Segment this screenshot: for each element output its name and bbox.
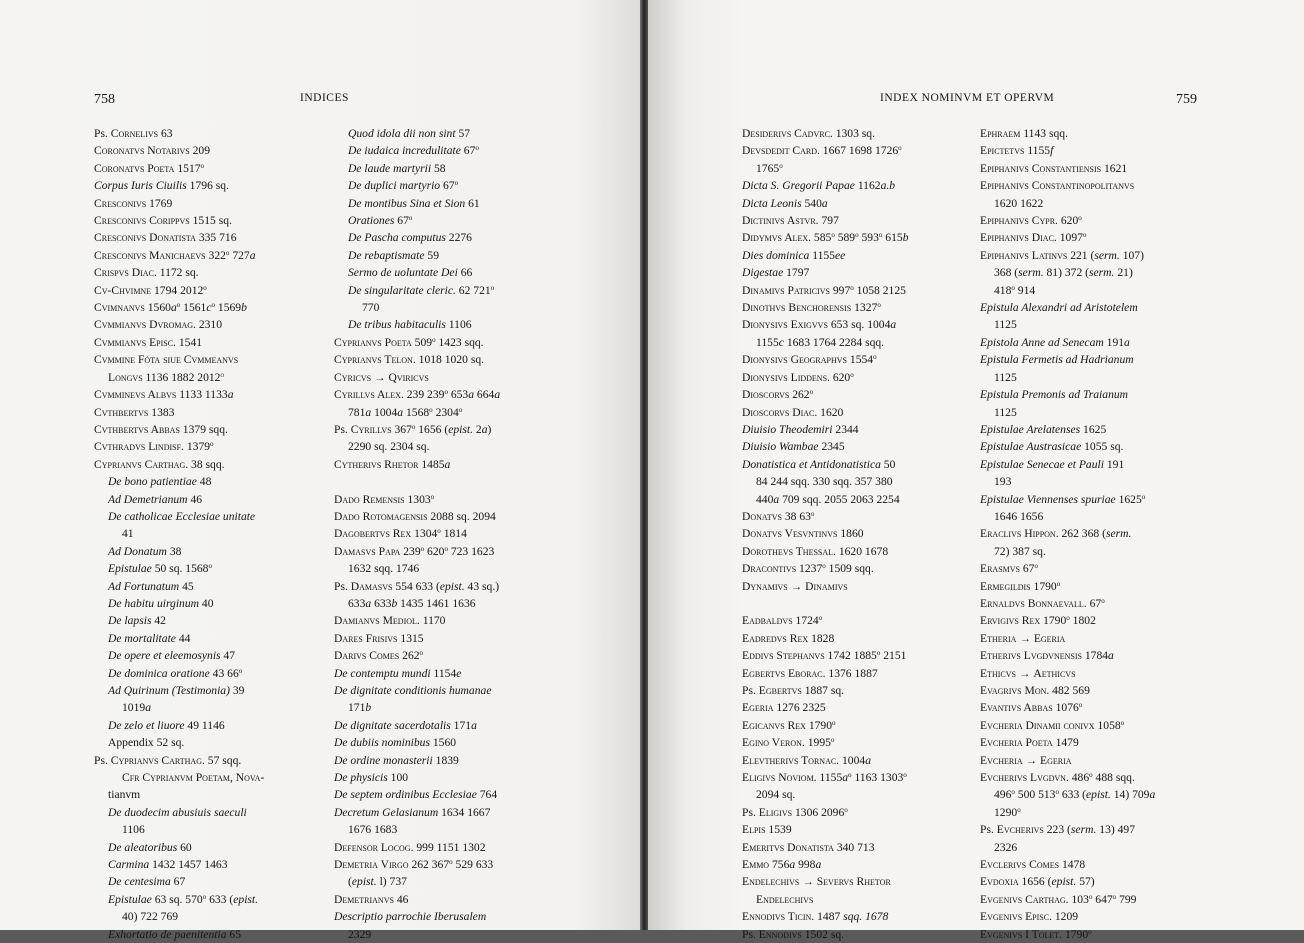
index-entry: Dionysivs Exigvvs 653 sq. 1004a — [742, 318, 897, 332]
index-entry: Ps. Eligivs 1306 2096$^o$ — [742, 805, 848, 819]
index-entry: 781a 1004a 1568$^o$ 2304$^o$ — [348, 405, 463, 419]
index-entry: De duodecim abusiuis saeculi — [108, 805, 247, 819]
index-entry: 2329 — [348, 927, 372, 941]
index-entry: Damasvs Papa 239$^o$ 620$^o$ 723 1623 — [334, 544, 495, 558]
index-entry: Evagrivs Mon. 482 569 — [980, 684, 1090, 697]
index-entry: Cvmmine Fóta siue Cvmmeanvs — [94, 353, 239, 367]
index-entry: Devsdedit Card. 1667 1698 1726$^o$ — [742, 144, 902, 158]
index-entry: tianvm — [108, 788, 141, 802]
index-entry: Ethicvs → Aethicvs — [980, 666, 1076, 680]
index-entry: 1019a — [122, 701, 151, 715]
index-entry: 1290$^o$ — [994, 805, 1021, 819]
index-entry: Appendix 52 sq. — [108, 736, 185, 750]
section-gap — [334, 473, 566, 490]
index-entry: Cyprianvs Carthag. 38 sqq. — [94, 457, 225, 471]
index-entry: Dionysivs Geographvs 1554$^o$ — [742, 353, 877, 367]
index-entry: Etherivs Lvgdvnensis 1784a — [980, 649, 1114, 663]
index-entry: Evdoxia 1656 (epist. 57) — [980, 875, 1095, 889]
index-entry: Defensor Locog. 999 1151 1302 — [334, 840, 486, 854]
index-entry: Endelechivs — [756, 892, 814, 906]
index-entry: Cyprianvs Poeta 509$^o$ 1423 sqq. — [334, 335, 484, 349]
index-entry: De opere et eleemosynis 47 — [108, 649, 236, 663]
index-entry: De montibus Sina et Sion 61 — [348, 196, 480, 210]
index-entry: Orationes 67$^o$ — [348, 214, 413, 228]
index-entry: Egeria 1276 2325 — [742, 701, 826, 715]
index-entry: Cresconivs 1769 — [94, 196, 173, 210]
index-entry: 1106 — [122, 823, 145, 837]
index-entry: Corpus Iuris Ciuilis 1796 sq. — [94, 179, 229, 193]
index-entry: Ad Fortunatum 45 — [108, 579, 194, 593]
index-entry: Epistulae 63 sq. 570$^o$ 633 (epist. — [108, 892, 259, 906]
index-entry: Eadredvs Rex 1828 — [742, 631, 835, 645]
index-entry: Dies dominica 1155ee — [742, 248, 846, 262]
index-entry: Ps. Cyprianvs Carthag. 57 sqq. — [94, 753, 242, 767]
index-entry: Demetria Virgo 262 367$^o$ 529 633 — [334, 858, 494, 872]
index-entry: Ennodivs Ticin. 1487 sqq. 1678 — [742, 910, 889, 924]
index-entry: Dynamivs → Dinamivs — [742, 579, 848, 593]
index-entry: De rebaptismate 59 — [348, 248, 440, 262]
section-gap — [742, 595, 972, 612]
index-entry: 1646 1656 — [994, 509, 1044, 523]
index-entry: Dinamivs Patricivs 997$^o$ 1058 2125 — [742, 283, 906, 297]
index-entry: Cyprianvs Telon. 1018 1020 sq. — [334, 353, 485, 367]
index-entry: De centesima 67 — [108, 875, 186, 889]
index-entry: Longvs 1136 1882 2012$^o$ — [108, 370, 225, 384]
index-entry: Ernaldvs Bonnaevall. 67$^o$ — [980, 596, 1105, 610]
index-entry: Epiphanivs Cypr. 620$^o$ — [980, 214, 1082, 228]
index-entry: Coronatvs Poeta 1517$^o$ — [94, 161, 205, 175]
index-entry: Cyrillvs Alex. 239 239$^o$ 653a 664a — [334, 388, 501, 402]
index-entry: Endelechivs → Severvs Rhetor — [742, 875, 891, 889]
index-entry: Eadbaldvs 1724$^o$ — [742, 614, 823, 628]
index-entry: Dorothevs Thessal. 1620 1678 — [742, 544, 889, 558]
index-entry: 1765$^o$ — [756, 161, 783, 175]
index-entry: Epistulae Arelatenses 1625 — [980, 422, 1107, 436]
index-entry: Egbertvs Eborac. 1376 1887 — [742, 666, 878, 680]
index-entry: Cvmminevs Albvs 1133 1133a — [94, 388, 234, 402]
index-entry: Coronatvs Notarivs 209 — [94, 144, 211, 158]
index-entry: Cvmmianvs Dvromag. 2310 — [94, 318, 223, 332]
index-entry: Cv-Chvimne 1794 2012$^o$ — [94, 283, 207, 297]
index-entry: De aleatoribus 60 — [108, 840, 192, 854]
index-entry: 418$^o$ 914 — [994, 283, 1036, 297]
index-entry: De dignitate conditionis humanae — [334, 683, 492, 697]
index-entry: 770 — [362, 301, 380, 315]
index-entry: 193 — [994, 475, 1012, 489]
index-entry: Cfr Cyprianvm Poetam, Nova- — [122, 771, 265, 785]
index-entry: 2290 sq. 2304 sq. — [348, 440, 430, 454]
index-entry: Evclerivs Comes 1478 — [980, 858, 1086, 872]
index-entry: Dracontivs 1237$^o$ 1509 sqq. — [742, 562, 874, 576]
index-entry: Epiphanivs Latinvs 221 (serm. 107) — [980, 248, 1144, 262]
index-entry: Evcheria → Egeria — [980, 753, 1072, 767]
index-entry: Donatistica et Antidonatistica 50 — [742, 457, 896, 471]
index-entry: De iudaica incredulitate 67$^o$ — [348, 144, 479, 158]
index-entry: Cresconivs Manichaevs 322$^o$ 727a — [94, 248, 256, 262]
index-column-right-1 — [742, 125, 972, 943]
index-entry: Ervigivs Rex 1790$^o$ 1802 — [980, 614, 1096, 628]
index-entry: De ordine monasterii 1839 — [334, 753, 459, 767]
index-entry: Dicta S. Gregorii Papae 1162a.b — [742, 179, 896, 193]
index-entry: (epist. l) 737 — [348, 875, 407, 889]
index-entry: 1125 — [994, 370, 1017, 384]
index-entry: Digestae 1797 — [742, 266, 810, 280]
index-entry: 1125 — [994, 405, 1017, 419]
index-column-left-2 — [334, 125, 566, 943]
index-column-right-2 — [980, 125, 1214, 943]
index-entry: Ps. Damasvs 554 633 (epist. 43 sq.) — [334, 579, 500, 593]
index-entry: De dominica oratione 43 66$^o$ — [108, 666, 243, 680]
index-entry: Evcherivs Lvgdvn. 486$^o$ 488 sqq. — [980, 771, 1135, 785]
index-entry: Epictetvs 1155f — [980, 144, 1054, 158]
index-entry: Ps. Cyrillvs 367$^o$ 1656 (epist. 2a) — [334, 422, 492, 436]
page-number: 759 — [1176, 92, 1197, 107]
book-gutter — [640, 0, 648, 930]
index-entry: Cvmmianvs Episc. 1541 — [94, 335, 203, 349]
index-entry: Epistulae 50 sq. 1568$^o$ — [108, 562, 212, 576]
index-entry: Evcheria Poeta 1479 — [980, 736, 1079, 750]
index-entry: Cresconivs Donatista 335 716 — [94, 231, 237, 245]
index-entry: Epistulae Senecae et Pauli 191 — [980, 457, 1125, 471]
index-entry: De habitu uirginum 40 — [108, 596, 214, 610]
index-entry: Ephraem 1143 sqq. — [980, 127, 1068, 140]
index-entry: Elevtherivs Tornac. 1004a — [742, 753, 871, 767]
index-entry: De tribus habitaculis 1106 — [348, 318, 472, 332]
index-entry: 1155c 1683 1764 2284 sqq. — [756, 335, 885, 349]
index-entry: 368 (serm. 81) 372 (serm. 21) — [994, 266, 1133, 280]
index-entry: Ps. Cornelivs 63 — [94, 127, 173, 140]
index-entry: Eraclivs Hippon. 262 368 (serm. — [980, 527, 1132, 541]
index-entry: Evantivs Abbas 1076$^o$ — [980, 701, 1083, 715]
index-entry: Decretum Gelasianum 1634 1667 — [334, 805, 491, 819]
index-entry: 72) 387 sq. — [994, 544, 1046, 558]
index-entry: 41 — [122, 527, 134, 541]
running-head: INDICES — [300, 92, 349, 104]
index-entry: Dioscorvs 262$^o$ — [742, 388, 814, 402]
index-entry: De catholicae Ecclesiae unitate — [108, 509, 256, 523]
index-entry: De singularitate cleric. 62 721$^o$ — [348, 283, 495, 297]
index-entry: Ad Donatum 38 — [108, 544, 182, 558]
index-entry: Epiphanivs Constantinopolitanvs — [980, 179, 1135, 193]
index-entry: 40) 722 769 — [122, 910, 179, 924]
index-entry: 1632 sqq. 1746 — [348, 562, 420, 576]
right-page — [648, 0, 1304, 941]
index-entry: Crispvs Diac. 1172 sq. — [94, 266, 199, 280]
index-entry: Damianvs Mediol. 1170 — [334, 614, 446, 628]
index-entry: Cvthbertvs Abbas 1379 sqq. — [94, 422, 228, 436]
index-entry: Dioscorvs Diac. 1620 — [742, 405, 844, 419]
index-entry: 84 244 sqq. 330 sqq. 357 380 — [756, 475, 893, 489]
index-entry: Dionysivs Liddens. 620$^o$ — [742, 370, 854, 384]
index-entry: Dagobertvs Rex 1304$^o$ 1814 — [334, 527, 467, 541]
index-entry: Dado Remensis 1303$^o$ — [334, 492, 435, 506]
index-entry: Epistula Alexandri ad Aristotelem — [980, 301, 1138, 315]
index-entry: De physicis 100 — [334, 771, 409, 785]
index-entry: Elpis 1539 — [742, 823, 792, 837]
index-entry: 2326 — [994, 840, 1018, 854]
index-entry: Dicta Leonis 540a — [742, 196, 828, 210]
index-entry: 171b — [348, 701, 372, 715]
index-column-left-1 — [94, 125, 322, 943]
index-entry: Darivs Comes 262$^o$ — [334, 649, 424, 663]
index-entry: Cvthbertvs 1383 — [94, 405, 175, 419]
index-entry: Epistula Premonis ad Traianum — [980, 388, 1129, 402]
index-entry: De mortalitate 44 — [108, 631, 191, 645]
index-entry: Ps. Egbertvs 1887 sq. — [742, 683, 845, 697]
index-entry: Carmina 1432 1457 1463 — [108, 858, 228, 872]
index-entry: Desiderivs Cadvrc. 1303 sq. — [742, 127, 876, 140]
index-entry: Epistula Fermetis ad Hadrianum — [980, 353, 1134, 367]
index-entry: De duplici martyrio 67$^o$ — [348, 179, 459, 193]
index-entry: Cvimnanvs $1560a^o$ $1561c^o$ 1569b — [94, 301, 247, 315]
index-entry: Evgenivs Carthag. 103$^o$ 647$^o$ 799 — [980, 892, 1137, 906]
index-entry: Ps. Ennodivs 1502 sq. — [742, 927, 845, 941]
index-entry: Epistulae Viennenses spuriae 1625$^o$ — [980, 492, 1146, 506]
index-entry: Donatvs 38 63$^o$ — [742, 509, 815, 523]
index-entry: 496$^o$ 500 513$^o$ 633 (epist. 14) 709a — [994, 788, 1156, 802]
page-number: 758 — [94, 92, 115, 107]
index-entry: Emmo 756a 998a — [742, 858, 822, 872]
index-entry: Didymvs Alex. 585$^o$ 589$^o$ 593$^o$ 615b — [742, 231, 909, 245]
index-entry: Cresconivs Corippvs 1515 sq. — [94, 214, 232, 228]
index-entry: Epistulae Austrasicae 1055 sq. — [980, 440, 1124, 454]
index-entry: Descriptio parrochie Iberusalem — [334, 910, 487, 924]
index-entry: Egino Veron. 1995$^o$ — [742, 736, 835, 750]
index-entry: 1125 — [994, 318, 1017, 332]
index-entry: Diuisio Theodemiri 2344 — [742, 422, 859, 436]
index-entry: Erasmvs 67$^o$ — [980, 562, 1038, 576]
index-entry: Quod idola dii non sint 57 — [348, 127, 471, 140]
index-entry: Exhortatio de paenitentia 65 — [108, 927, 241, 941]
index-entry: Eddivs Stephanvs 1742 1885$^o$ 2151 — [742, 649, 907, 663]
index-entry: Donatvs Vesvntinvs 1860 — [742, 527, 864, 541]
index-entry: 440a 709 sqq. 2055 2063 2254 — [756, 492, 900, 506]
index-entry: De contemptu mundi 1154e — [334, 666, 462, 680]
index-entry: Ad Demetrianum 46 — [108, 492, 203, 506]
index-entry: Epistola Anne ad Senecam 191a — [980, 335, 1130, 349]
index-entry: 2094 sq. — [756, 788, 796, 802]
index-entry: Dictinivs Astvr. 797 — [742, 214, 839, 228]
index-entry: Demetrianvs 46 — [334, 892, 409, 906]
index-entry: De bono patientiae 48 — [108, 475, 212, 489]
index-entry: De septem ordinibus Ecclesiae 764 — [334, 788, 498, 802]
index-entry: Ad Quirinum (Testimonia) 39 — [108, 684, 245, 697]
index-entry: Dado Rotomagensis 2088 sq. 2094 — [334, 509, 496, 523]
index-entry: Evgenivs I Tolet. 1790$^o$ — [980, 927, 1092, 941]
index-entry: 633a 633b 1435 1461 1636 — [348, 596, 476, 610]
left-page — [0, 0, 640, 941]
index-entry: Dinothvs Benchorensis 1327$^o$ — [742, 301, 881, 315]
index-entry: Egicanvs Rex 1790$^o$ — [742, 718, 836, 732]
index-entry: Eligivs Noviom. $1155a^o$ 1163 1303$^o$ — [742, 771, 907, 785]
index-entry: Emeritvs Donatista 340 713 — [742, 840, 875, 854]
index-entry: De zelo et liuore 49 1146 — [108, 718, 225, 732]
index-entry: De dubiis nominibus 1560 — [334, 736, 457, 750]
index-entry: Cyricvs → Qviricvs — [334, 370, 429, 384]
index-entry: Evgenivs Episc. 1209 — [980, 910, 1079, 924]
index-entry: De lapsis 42 — [108, 614, 166, 628]
index-entry: Etheria → Egeria — [980, 631, 1066, 645]
index-entry: Epiphanivs Diac. 1097$^o$ — [980, 231, 1087, 245]
index-entry: Ps. Evcherivs 223 (serm. 13) 497 — [980, 823, 1136, 837]
index-entry: Ermegildis 1790$^o$ — [980, 579, 1061, 593]
index-entry: Epiphanivs Constantiensis 1621 — [980, 161, 1128, 175]
index-entry: De dignitate sacerdotalis 171a — [334, 718, 477, 732]
index-entry: 1620 1622 — [994, 196, 1044, 210]
index-entry: De Pascha computus 2276 — [348, 231, 472, 245]
index-entry: De laude martyrii 58 — [348, 161, 446, 175]
index-entry: Cvthradvs Lindisf. 1379$^o$ — [94, 440, 214, 454]
index-entry: Diuisio Wambae 2345 — [742, 440, 845, 454]
index-entry: Cytherivs Rhetor 1485a — [334, 457, 451, 471]
index-entry: Evcheria Dinamii conivx 1058$^o$ — [980, 718, 1125, 732]
index-entry: 1676 1683 — [348, 823, 398, 837]
running-head: INDEX NOMINVM ET OPERVM — [880, 92, 1055, 104]
index-entry: Dares Frisivs 1315 — [334, 631, 424, 645]
index-entry: Sermo de uoluntate Dei 66 — [348, 266, 473, 280]
